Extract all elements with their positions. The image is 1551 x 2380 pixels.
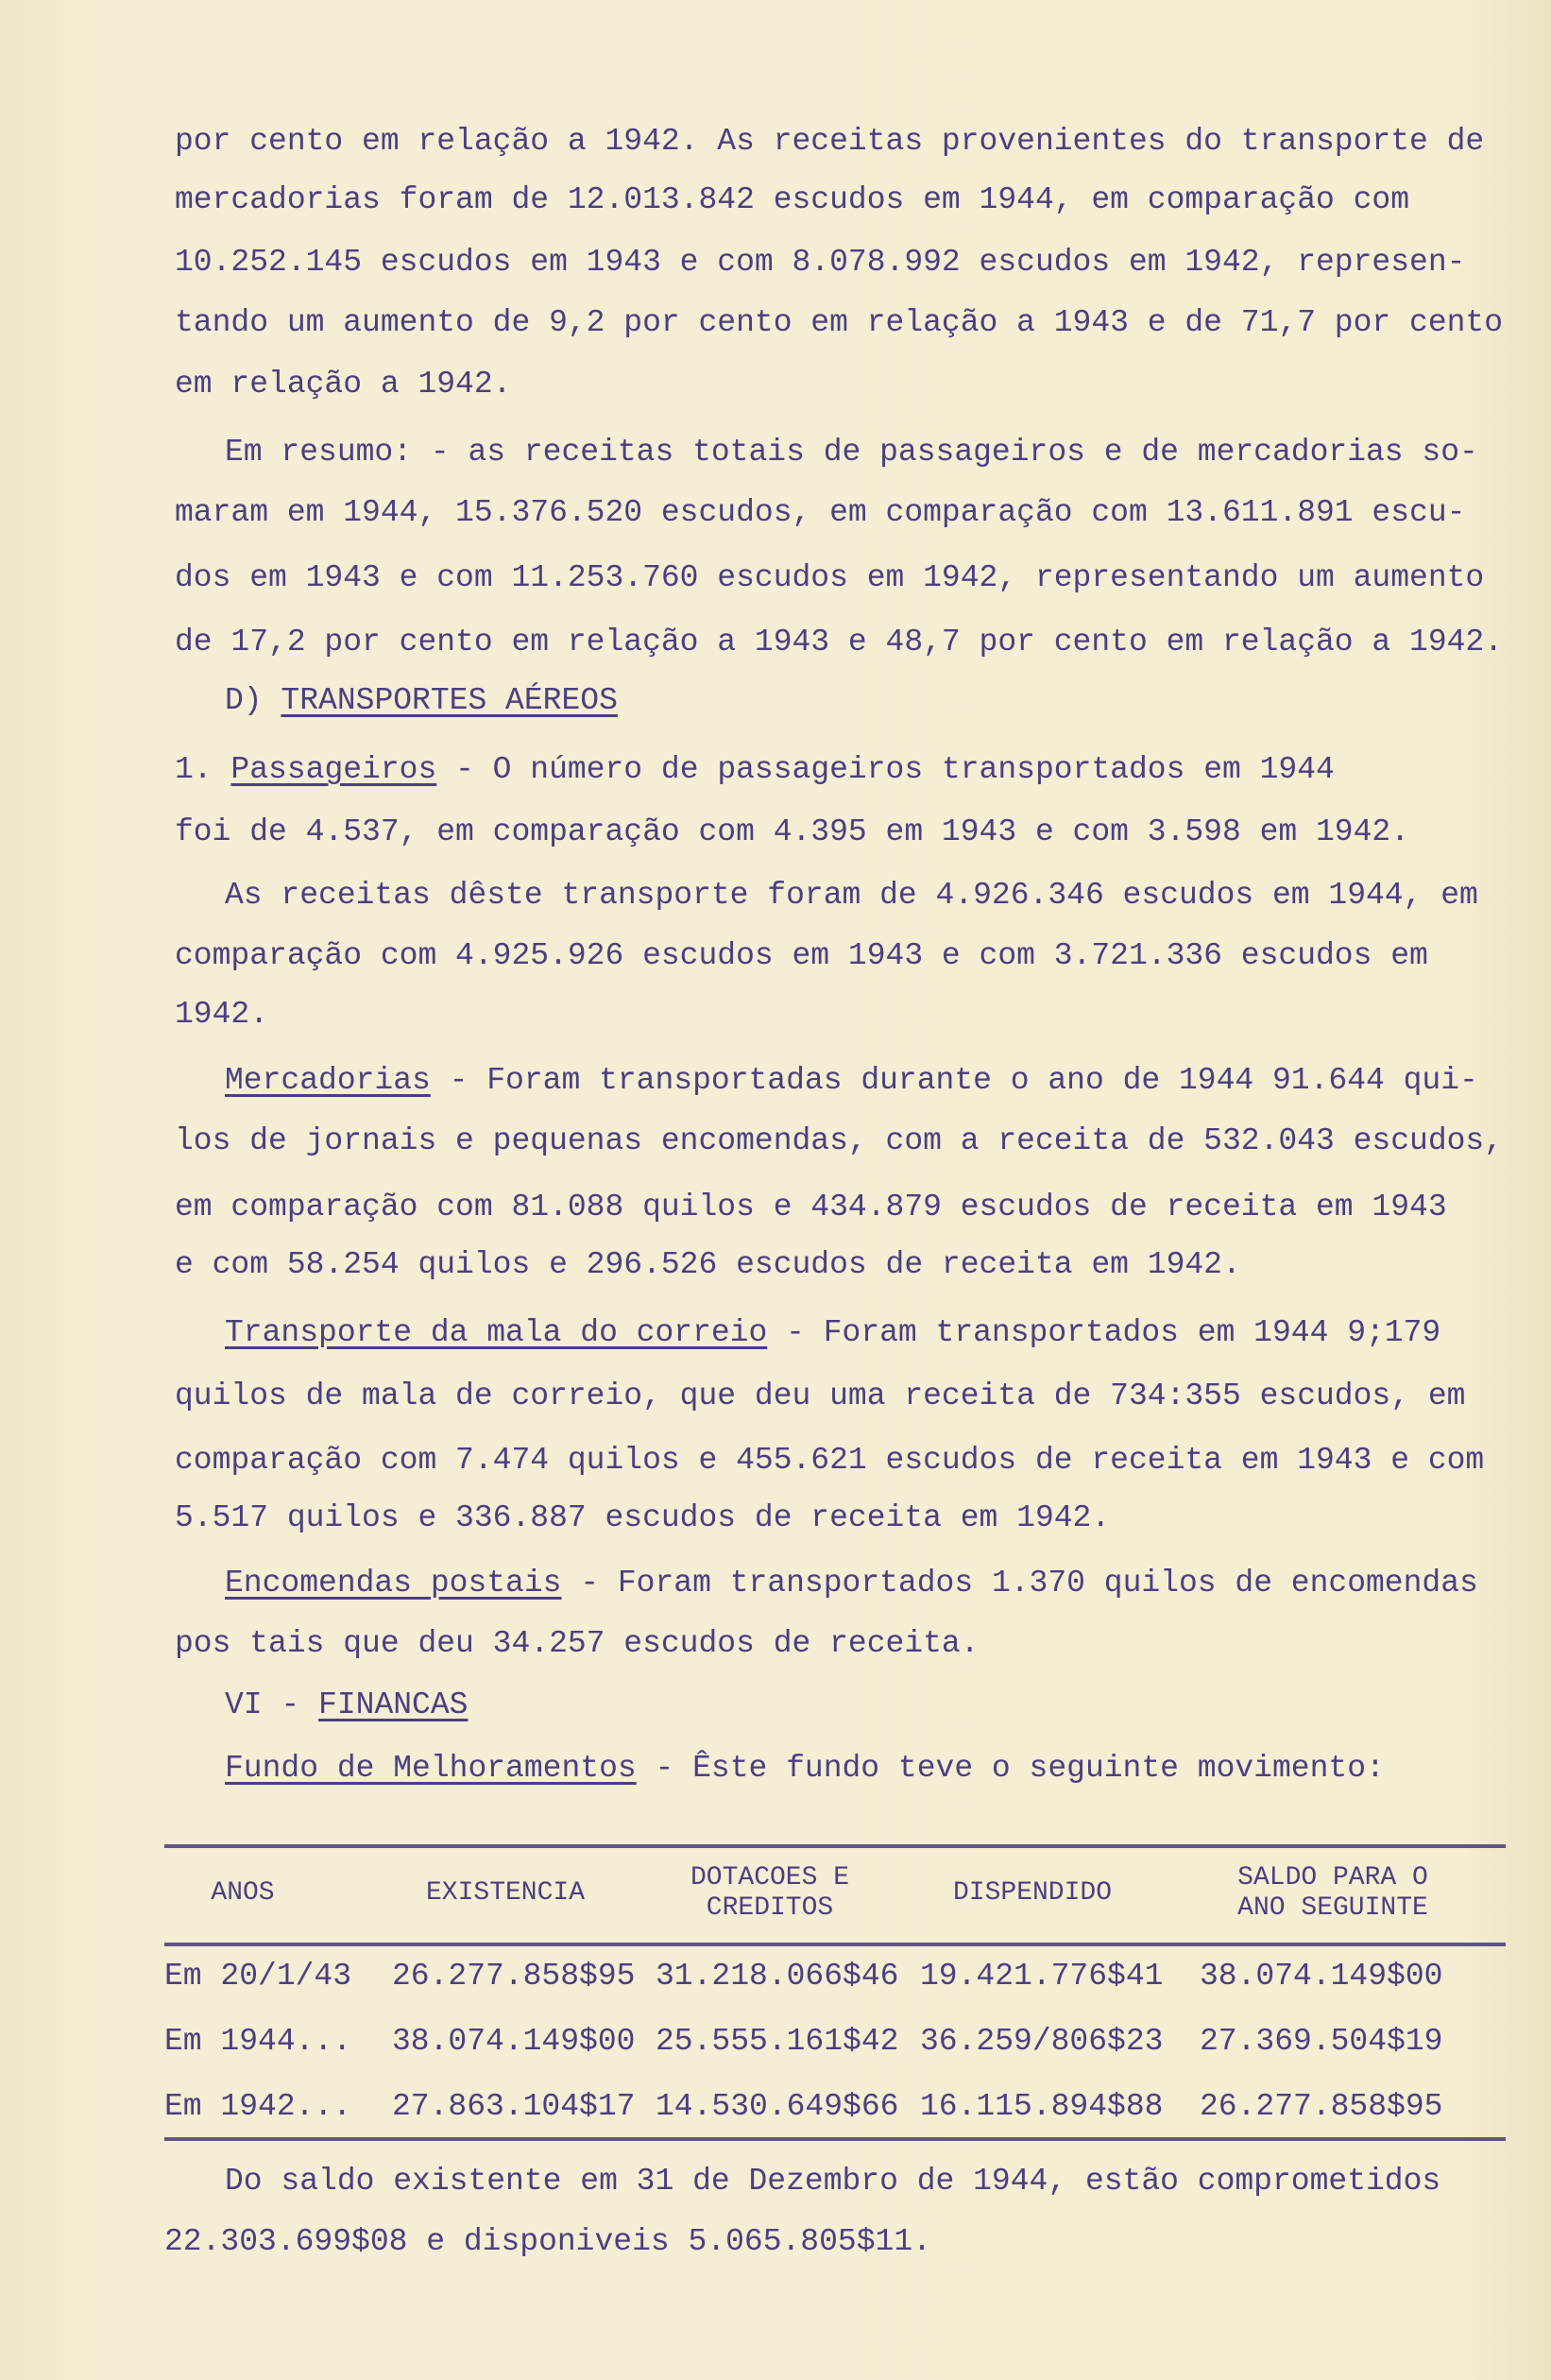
text-line [164,2211,931,2273]
table-cell: 31.218.066$46 [656,1959,899,1994]
text-segment: D) [225,683,281,718]
text-segment: - Êste fundo teve o seguinte movimento: [636,1751,1385,1786]
table-cell: 27.369.504$19 [1200,2024,1443,2059]
table-header-rule [164,1943,1506,1946]
text-line [175,801,1409,864]
text-segment: em relação a 1942. [175,367,512,402]
text-line [225,421,1478,484]
text-line [175,231,1465,294]
text-segment: pos tais que deu 34.257 escudos de receita. [175,1626,980,1661]
text-segment: 10.252.145 escudos em 1943 e com 8.078.992 escudos em 1942, represen- [175,245,1466,280]
text-line [175,1176,1447,1239]
text-line [225,1050,1478,1112]
table-cell: Em 1942... [164,2089,352,2124]
table-header-cell: SALDO PARA O ANO SEGUINTE [1237,1863,1428,1923]
text-line [175,1234,1241,1296]
table-cell: 26.277.858$95 [1200,2089,1443,2124]
text-line [175,925,1428,987]
text-segment: maram em 1944, 15.376.520 escudos, em comparação com 13.611.891 escu- [175,495,1466,530]
table-header-cell: DOTACOES E CREDITOS [690,1863,850,1923]
underlined-heading: Passageiros [230,752,437,787]
text-segment: 1. [175,752,231,787]
text-segment: - O número de passageiros transportados em 1944 [436,752,1335,787]
text-segment: Em resumo: - as receitas totais de passageiros e de mercadorias so- [225,435,1478,470]
text-line [225,1552,1478,1615]
text-line [225,670,618,732]
text-segment: As receitas dêste transporte foram de 4.926.346 escudos em 1944, em [225,878,1478,913]
table-bottom-rule [164,2137,1506,2141]
underlined-heading: FINANCAS [318,1687,469,1722]
text-line [175,611,1503,674]
table-cell: 38.074.149$00 [392,2024,636,2059]
text-segment: - Foram transportadas durante o ano de 1944 91.644 qui- [430,1063,1478,1098]
table-cell: Em 20/1/43 [164,1959,352,1994]
text-segment: - Foram transportados em 1944 9;179 [767,1315,1441,1350]
text-line [175,111,1484,173]
text-segment: 1942. [175,997,269,1032]
text-segment: - Foram transportados 1.370 quilos de encomendas [561,1566,1478,1601]
text-segment: em comparação com 81.088 quilos e 434.879 escudos de receita em 1943 [175,1190,1447,1224]
text-segment: por cento em relação a 1942. As receitas provenientes do transporte de [175,124,1485,159]
text-segment: los de jornais e pequenas encomendas, com a receita de 532.043 escudos, [175,1123,1504,1158]
text-segment: quilos de mala de correio, que deu uma receita de 734:355 escudos, em [175,1378,1466,1413]
text-segment: Do saldo existente em 31 de Dezembro de 1944, estão comprometidos [225,2164,1441,2199]
underlined-heading: Encomendas postais [225,1566,562,1601]
text-line [225,1674,468,1737]
text-segment: 22.303.699$08 e disponiveis 5.065.805$11. [164,2224,931,2259]
table-cell: 25.555.161$42 [656,2024,899,2059]
table-header-cell: ANOS [211,1878,275,1908]
text-segment: comparação com 4.925.926 escudos em 1943 e com 3.721.336 escudos em [175,938,1428,973]
underlined-heading: Mercadorias [225,1063,431,1098]
table-cell: 38.074.149$00 [1200,1959,1443,1994]
text-line [225,1738,1385,1800]
text-segment: mercadorias foram de 12.013.842 escudos em 1944, em comparação com [175,182,1410,217]
text-segment: de 17,2 por cento em relação a 1943 e 48,7 por cento em relação a 1942. [175,625,1504,659]
text-segment: 5.517 quilos e 336.887 escudos de receita em 1942. [175,1500,1111,1535]
table-cell: 27.863.104$17 [392,2089,636,2124]
table-header-cell: DISPENDIDO [952,1878,1113,1908]
table-cell: 14.530.649$66 [656,2089,899,2124]
text-segment: tando um aumento de 9,2 por cento em relação a 1943 e de 71,7 por cento [175,305,1504,340]
table-cell: 19.421.776$41 [920,1959,1164,1994]
text-line [175,1613,980,1675]
text-line [175,984,268,1046]
text-line [175,1110,1503,1173]
underlined-heading: Fundo de Melhoramentos [225,1751,637,1786]
table-top-rule [164,1844,1506,1848]
text-segment: foi de 4.537, em comparação com 4.395 em 1943 e com 3.598 em 1942. [175,814,1410,849]
table-cell: Em 1944... [164,2024,352,2059]
text-line [175,1365,1465,1428]
table-cell: 16.115.894$88 [920,2089,1164,2124]
text-line [225,865,1478,927]
table-cell: 36.259/806$23 [920,2024,1164,2059]
text-segment: dos em 1943 e com 11.253.760 escudos em 1942, representando um aumento [175,560,1485,595]
text-line [175,1487,1110,1550]
text-line [175,1430,1484,1492]
underlined-heading: Transporte da mala do correio [225,1315,768,1350]
underlined-heading: TRANSPORTES AÉREOS [281,683,618,718]
text-line [175,353,511,416]
text-line [225,2150,1440,2213]
text-line [175,292,1503,354]
text-segment: comparação com 7.474 quilos e 455.621 escudos de receita em 1943 e com [175,1443,1485,1478]
text-segment: VI - [225,1687,319,1722]
text-line [175,547,1484,609]
text-line [225,1302,1440,1364]
text-segment: e com 58.254 quilos e 296.526 escudos de receita em 1942. [175,1247,1241,1282]
text-line [175,169,1409,231]
text-line [175,482,1465,544]
table-header-cell: EXISTENCIA [425,1878,586,1908]
text-line [175,739,1335,801]
table-cell: 26.277.858$95 [392,1959,636,1994]
